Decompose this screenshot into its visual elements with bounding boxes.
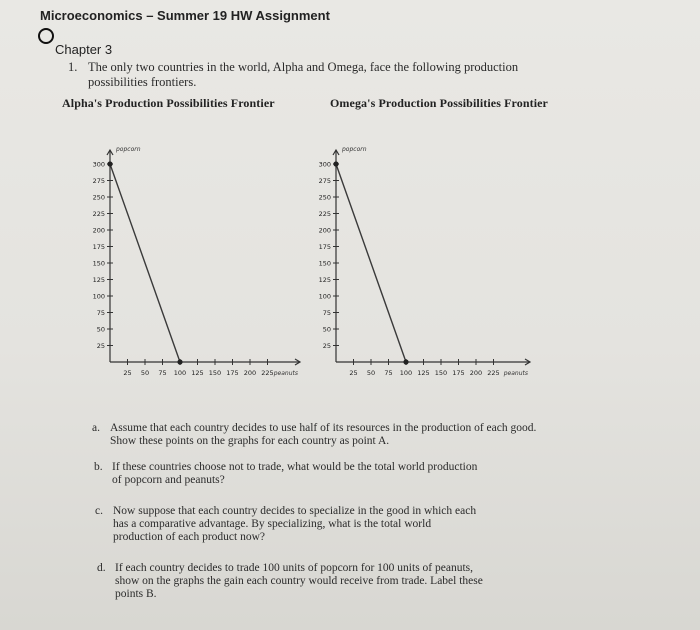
subquestion-line: Assume that each country decides to use half of its resources in the production of each good. — [110, 422, 537, 434]
y-axis-label: popcorn — [116, 146, 141, 153]
subquestion-c — [95, 505, 477, 544]
subquestion-line: of popcorn and peanuts? — [112, 474, 225, 486]
subquestion-line: If each country decides to trade 100 units of popcorn for 100 units of peanuts, — [115, 562, 473, 574]
x-tick-label: 50 — [140, 369, 150, 377]
x-tick-label: 175 — [226, 369, 239, 377]
subquestion-letter: d. — [97, 562, 106, 574]
subquestion-line: has a comparative advantage. By specializing, what is the total world — [113, 518, 432, 530]
x-tick-label: 200 — [243, 369, 257, 377]
y-axis-label: popcorn — [342, 146, 367, 153]
y-tick-label: 300 — [92, 160, 105, 169]
y-tick-label: 200 — [92, 226, 105, 235]
y-tick-label: 250 — [318, 193, 331, 202]
y-tick-label: 125 — [92, 276, 105, 284]
omega-ppf-heading: Omega's Production Possibilities Frontier — [330, 96, 548, 110]
x-tick-label: 125 — [191, 369, 204, 377]
omega-ppf-chart — [319, 146, 530, 377]
y-tick-label: 150 — [92, 259, 105, 268]
question-text-line2: possibilities frontiers. — [88, 75, 197, 89]
y-tick-label: 75 — [322, 309, 331, 317]
subquestion-letter: b. — [94, 461, 103, 473]
y-tick-label: 300 — [318, 160, 331, 169]
y-tick-label: 175 — [92, 243, 105, 251]
ppf-endpoint — [107, 161, 112, 166]
subquestion-line: Now suppose that each country decides to specialize in the good in which each — [113, 505, 477, 517]
y-tick-label: 100 — [92, 292, 105, 301]
y-tick-label: 25 — [322, 342, 331, 350]
subquestion-line: production of each product now? — [113, 531, 266, 543]
x-tick-label: 225 — [487, 369, 500, 377]
y-tick-label: 125 — [318, 276, 331, 284]
ppf-line — [110, 164, 180, 362]
y-tick-label: 75 — [96, 309, 105, 317]
x-axis-label: peanuts — [273, 370, 298, 377]
x-tick-label: 150 — [208, 369, 222, 377]
y-tick-label: 150 — [318, 259, 331, 268]
subquestion-line: Show these points on the graphs for each country as point A. — [110, 435, 390, 447]
ppf-endpoint — [177, 359, 182, 364]
subquestion-line: points B. — [115, 588, 157, 600]
subquestion-a — [92, 422, 537, 448]
x-tick-label: 75 — [158, 369, 167, 377]
subquestion-d — [97, 562, 483, 601]
y-tick-label: 100 — [318, 292, 331, 301]
chapter-heading: Chapter 3 — [55, 42, 113, 57]
y-tick-label: 200 — [318, 226, 331, 235]
y-tick-label: 225 — [92, 210, 105, 218]
subquestion-letter: c. — [95, 505, 103, 517]
subquestion-line: If these countries choose not to trade, what would be the total world production — [112, 461, 478, 473]
x-tick-label: 25 — [123, 369, 132, 377]
alpha-ppf-heading: Alpha's Production Possibilities Frontier — [62, 96, 275, 110]
x-tick-label: 175 — [452, 369, 465, 377]
page-title: Microeconomics – Summer 19 HW Assignment — [40, 8, 330, 23]
subquestion-b — [94, 461, 478, 487]
question-number: 1. — [68, 60, 78, 74]
x-tick-label: 75 — [384, 369, 393, 377]
subquestion-line: show on the graphs the gain each country would receive from trade. Label these — [115, 575, 483, 587]
y-tick-label: 225 — [318, 210, 331, 218]
x-tick-label: 200 — [469, 369, 483, 377]
x-tick-label: 125 — [417, 369, 430, 377]
x-tick-label: 25 — [349, 369, 358, 377]
x-tick-label: 100 — [399, 369, 413, 377]
y-tick-label: 250 — [92, 193, 105, 202]
x-tick-label: 225 — [261, 369, 274, 377]
alpha-ppf-chart — [93, 146, 300, 377]
ppf-endpoint — [333, 161, 338, 166]
question-text-line1: The only two countries in the world, Alpha and Omega, face the following production — [88, 60, 519, 74]
y-tick-label: 50 — [96, 325, 105, 334]
y-tick-label: 275 — [92, 177, 105, 185]
x-tick-label: 50 — [366, 369, 376, 377]
x-tick-label: 100 — [173, 369, 187, 377]
y-tick-label: 275 — [318, 177, 331, 185]
x-tick-label: 150 — [434, 369, 448, 377]
ppf-endpoint — [403, 359, 408, 364]
ppf-line — [336, 164, 406, 362]
y-tick-label: 50 — [322, 325, 331, 334]
y-tick-label: 25 — [96, 342, 105, 350]
subquestion-letter: a. — [92, 422, 100, 434]
x-axis-label: peanuts — [503, 370, 528, 377]
y-tick-label: 175 — [318, 243, 331, 251]
